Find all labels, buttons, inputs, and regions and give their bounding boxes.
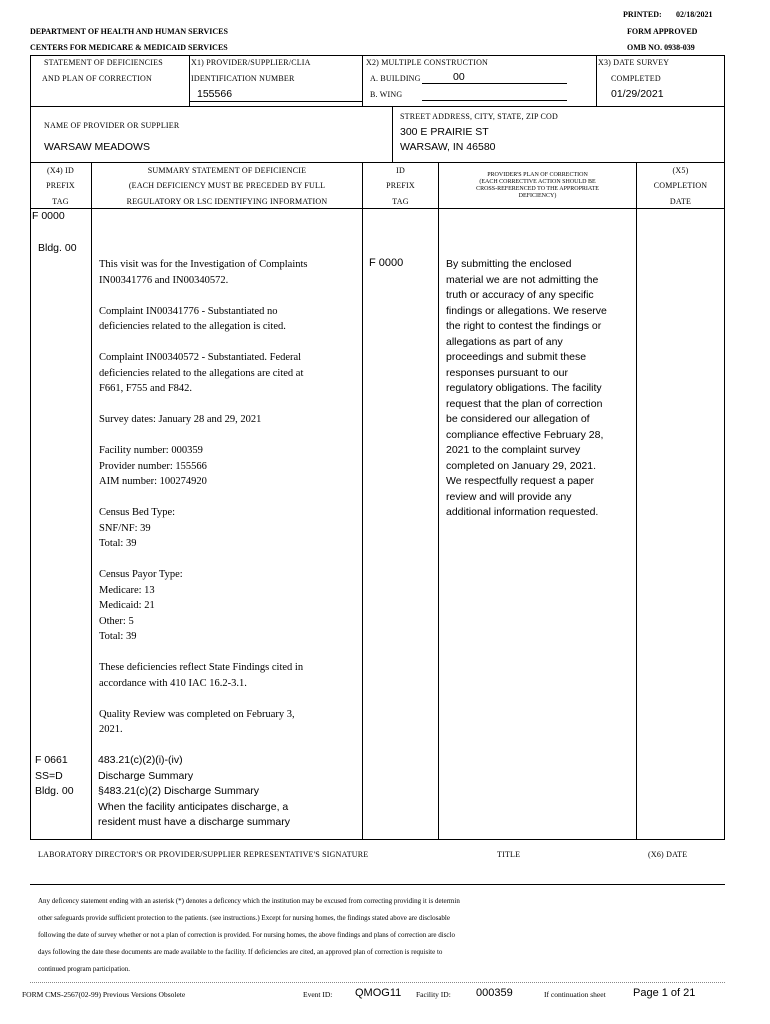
summary-statement bbox=[99, 257, 361, 753]
summary-header-line2: (EACH DEFICIENCY MUST BE PRECEDED BY FULL bbox=[128, 181, 326, 190]
title-label: TITLE bbox=[497, 850, 521, 859]
f661-summary: 483.21(c)(2)(i)-(iv) Discharge Summary §483.21(c)(2) Discharge Summary When the facility anticipates discharge, a resident must have a discharge summary bbox=[98, 754, 290, 828]
plan-header-line1: PROVIDER'S PLAN OF CORRECTION bbox=[487, 172, 588, 178]
footer-divider bbox=[30, 982, 725, 983]
disclaimer-line: continued program participation. bbox=[38, 965, 130, 973]
disclaimer-line: following the date of survey whether or not a plan of correction is provided. For nursing homes, the above findings and plans of correction are disclo bbox=[38, 931, 455, 939]
continuation-label: If continuation sheet bbox=[544, 990, 606, 999]
printed-label: PRINTED: bbox=[623, 10, 662, 19]
disclaimer-line: other safeguards provide sufficient protection to the patients. (see instructions.) Except for nursing homes, the findings stated above are disclosable bbox=[38, 914, 450, 922]
prefix-tag-f0000: F 0000 bbox=[32, 210, 65, 222]
x5-header-line1: (X5) bbox=[672, 166, 689, 175]
event-id-value: QMOG11 bbox=[355, 987, 402, 999]
event-id-label: Event ID: bbox=[303, 990, 333, 999]
summary-paragraph: Census Payor Type: Medicare: 13 Medicaid: 21 Other: 5 Total: 39 bbox=[99, 569, 183, 642]
page-number: Page 1 of 21 bbox=[633, 987, 696, 999]
tag-f0661: F 0661 bbox=[35, 754, 68, 766]
disclaimer-text bbox=[38, 893, 728, 978]
department-name: DEPARTMENT OF HEALTH AND HUMAN SERVICES bbox=[30, 27, 228, 36]
id-header-line3: TAG bbox=[392, 197, 409, 206]
date-survey-value: 01/29/2021 bbox=[611, 88, 664, 100]
signature-label: LABORATORY DIRECTOR'S OR PROVIDER/SUPPLIER REPRESENTATIVE'S SIGNATURE bbox=[38, 850, 369, 859]
multiple-construction-label: X2) MULTIPLE CONSTRUCTION bbox=[366, 58, 489, 67]
provider-id-value: 155566 bbox=[197, 88, 233, 100]
x5-header-line2: COMPLETION bbox=[653, 181, 708, 190]
summary-paragraph: Survey dates: January 28 and 29, 2021 bbox=[99, 414, 262, 425]
id-header-line2: PREFIX bbox=[386, 181, 415, 190]
omb-number: OMB NO. 0938-039 bbox=[627, 43, 695, 52]
tag-ss: SS=D bbox=[35, 769, 63, 782]
prefix-tag-f0661 bbox=[35, 753, 74, 800]
form-number: FORM CMS-2567(02-99) Previous Versions Obsolete bbox=[22, 990, 186, 999]
summary-header-line1: SUMMARY STATEMENT OF DEFICIENCIE bbox=[147, 166, 307, 175]
building-value: 00 bbox=[453, 71, 465, 83]
summary-paragraph: Census Bed Type: SNF/NF: 39 Total: 39 bbox=[99, 507, 176, 549]
date-label: (X6) DATE bbox=[648, 850, 688, 859]
x4-header-line3: TAG bbox=[52, 197, 69, 206]
date-survey-label-line2: COMPLETED bbox=[611, 74, 661, 83]
summary-paragraph: Facility number: 000359 Provider number: 155566 AIM number: 100274920 bbox=[99, 445, 207, 487]
summary-header-line3: REGULATORY OR LSC IDENTIFYING INFORMATION bbox=[126, 197, 328, 206]
plan-header-line3: CROSS-REFERENCED TO THE APPROPRIATE bbox=[476, 186, 599, 192]
plan-header bbox=[439, 172, 636, 200]
summary-paragraph: This visit was for the Investigation of Complaints IN00341776 and IN00340572. bbox=[99, 259, 308, 286]
address-label: STREET ADDRESS, CITY, STATE, ZIP COD bbox=[400, 112, 558, 121]
address-line2: WARSAW, IN 46580 bbox=[400, 141, 496, 153]
facility-id-label: Facility ID: bbox=[416, 990, 451, 999]
provider-name-value: WARSAW MEADOWS bbox=[44, 141, 150, 153]
id-tag-f0000: F 0000 bbox=[369, 257, 404, 269]
form-approved: FORM APPROVED bbox=[627, 27, 698, 36]
tag-bldg: Bldg. 00 bbox=[35, 785, 74, 797]
provider-id-label-line1: X1) PROVIDER/SUPPLIER/CLIA bbox=[191, 58, 311, 67]
plan-header-line4: DEFICIENCY) bbox=[518, 193, 557, 199]
x5-header-line3: DATE bbox=[669, 197, 692, 206]
disclaimer-line: Any deficency statement ending with an asterisk (*) denotes a deficency which the institution may be excused from correcting providing it is determin bbox=[38, 897, 460, 905]
statement-label-line1: STATEMENT OF DEFICIENCIES bbox=[44, 58, 163, 67]
provider-name-label: NAME OF PROVIDER OR SUPPLIER bbox=[44, 121, 180, 130]
facility-id-value: 000359 bbox=[476, 987, 513, 999]
provider-id-label-line2: IDENTIFICATION NUMBER bbox=[191, 74, 295, 83]
x4-header-line1: (X4) ID bbox=[47, 166, 74, 175]
summary-paragraph: Complaint IN00340572 - Substantiated. Federal deficiencies related to the allegations are cited at F661, F755 and F842. bbox=[99, 352, 304, 394]
date-survey-label-line1: X3) DATE SURVEY bbox=[598, 58, 670, 67]
building-label: A. BUILDING bbox=[370, 74, 421, 83]
centers-name: CENTERS FOR MEDICARE & MEDICAID SERVICES bbox=[30, 43, 228, 52]
x4-header-line2: PREFIX bbox=[46, 181, 75, 190]
summary-paragraph: These deficiencies reflect State Findings cited in accordance with 410 IAC 16.2-3.1. bbox=[99, 662, 304, 689]
id-header-line1: ID bbox=[396, 166, 405, 175]
summary-paragraph: Quality Review was completed on February 3, 2021. bbox=[99, 708, 295, 735]
disclaimer-line: days following the date these documents are made available to the facility. If deficiencies are cited, an approved plan of correction is requisite to bbox=[38, 948, 443, 956]
summary-paragraph: Complaint IN00341776 - Substantiated no deficiencies related to the allegation is cited. bbox=[99, 305, 286, 332]
plan-header-line2: (EACH CORRECTIVE ACTION SHOULD BE bbox=[479, 179, 596, 185]
bldg-label: Bldg. 00 bbox=[38, 242, 77, 254]
plan-of-correction-text: By submitting the enclosed material we are not admitting the truth or accuracy of any specific findings or allegations. We reserve the right to contest the findings or allegations as part of any proceedings and submit these responses pursuant to our regulatory obligations. The facility request that the plan of correction be considered our allegation of compliance effective February 28, 2021 to the complaint survey completed on January 29, 2021. We respectfully request a paper review and will provide any additional information requested. bbox=[446, 258, 607, 518]
statement-label-line2: AND PLAN OF CORRECTION bbox=[42, 74, 152, 83]
address-line1: 300 E PRAIRIE ST bbox=[400, 126, 489, 138]
wing-label: B. WING bbox=[370, 90, 403, 99]
printed-date: 02/18/2021 bbox=[676, 10, 713, 19]
